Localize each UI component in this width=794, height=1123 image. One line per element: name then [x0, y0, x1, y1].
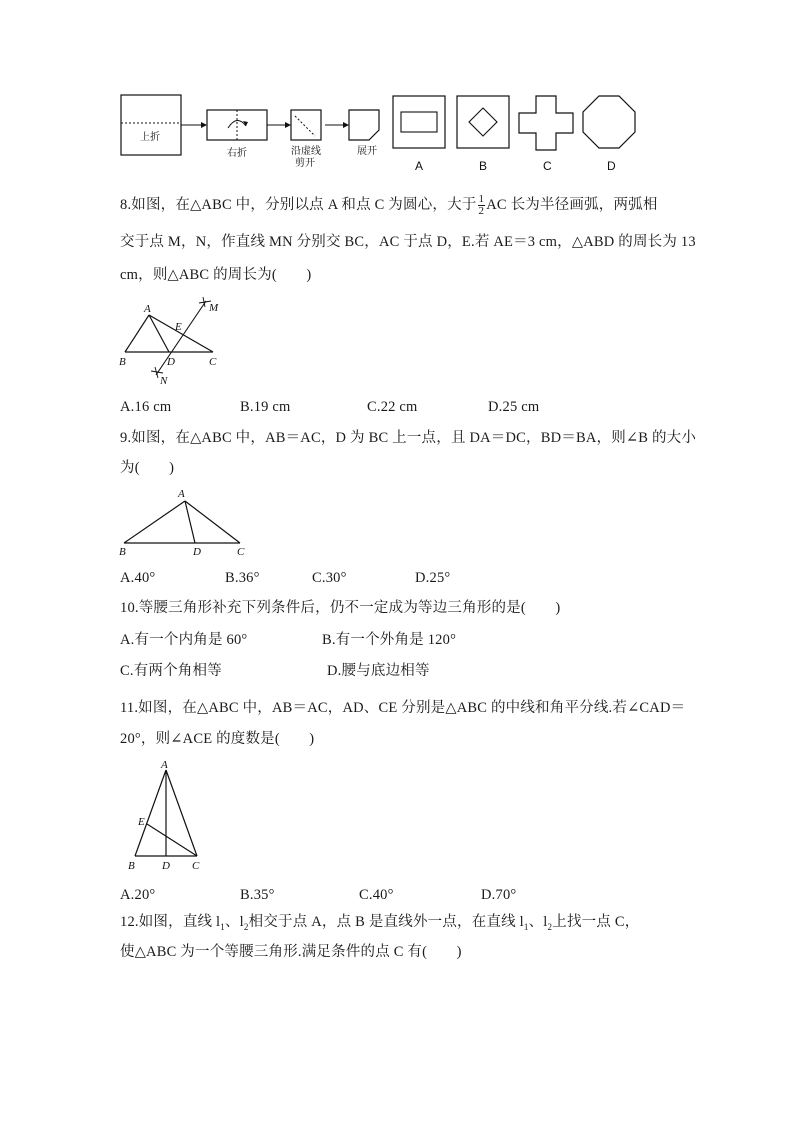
- q9-option-d: D.25°: [415, 570, 451, 586]
- fold-step3-label-2: 剪开: [295, 158, 315, 169]
- q8-label-c: C: [209, 356, 217, 368]
- q12-text-e: 上找一点 C，: [552, 914, 640, 930]
- q8-option-a: A.16 cm: [120, 399, 172, 415]
- q12-text-b: 、l: [224, 914, 244, 930]
- q11-label-a: A: [161, 759, 168, 771]
- q11-label-e: E: [138, 816, 145, 828]
- q11-option-c: C.40°: [359, 887, 394, 903]
- fold-step1-label: 上折: [140, 132, 160, 143]
- q12-sub-1: 1: [220, 921, 225, 932]
- q8-frac-den: 2: [478, 205, 485, 217]
- q10-option-c: C.有两个角相等: [120, 663, 222, 679]
- q10-option-a: A.有一个内角是 60°: [120, 632, 248, 648]
- q12-sub-2: 2: [243, 921, 249, 932]
- q8-option-c: C.22 cm: [367, 399, 418, 415]
- q9-label-a: A: [178, 488, 185, 500]
- q11-label-c: C: [192, 860, 200, 872]
- fold-step4-label: 展开: [357, 146, 377, 157]
- q11-option-b: B.35°: [240, 887, 275, 903]
- q9-option-b: B.36°: [225, 570, 260, 586]
- q9-option-a: A.40°: [120, 570, 156, 586]
- q8-line1: [120, 194, 658, 217]
- q8-option-b: B.19 cm: [240, 399, 291, 415]
- q9-option-c: C.30°: [312, 570, 347, 586]
- q9-label-b: B: [119, 546, 126, 558]
- q8-line2: 交于点 M，N，作直线 MN 分别交 BC，AC 于点 D，E.若 AE＝3 cm，△ABD 的周长为 13: [120, 234, 696, 250]
- q11-label-d: D: [162, 860, 170, 872]
- q10-line1: 10.等腰三角形补充下列条件后，仍不一定成为等边三角形的是( ): [120, 600, 561, 616]
- q8-label-b: B: [119, 356, 126, 368]
- q11-label-b: B: [128, 860, 135, 872]
- fold-figure: [115, 90, 645, 180]
- q8-label-e: E: [175, 321, 182, 333]
- q8-fraction: [478, 194, 486, 217]
- q8-frac-num: 1: [478, 193, 485, 205]
- q10-option-d: D.腰与底边相等: [327, 663, 430, 679]
- fold-option-b: B: [479, 159, 488, 173]
- q8-label-n: N: [160, 375, 168, 387]
- q12-text-d: 、l: [528, 914, 548, 930]
- q9-label-c: C: [237, 546, 245, 558]
- q10-option-b: B.有一个外角是 120°: [322, 632, 457, 648]
- q8-line3: cm，则△ABC 的周长为( ): [120, 267, 312, 283]
- q8-label-d: D: [167, 356, 175, 368]
- q11-line1: 11.如图，在△ABC 中，AB＝AC，AD、CE 分别是△ABC 的中线和角平分线.若∠CAD＝: [120, 700, 686, 716]
- q9-figure: [115, 485, 255, 560]
- q8-option-d: D.25 cm: [488, 399, 540, 415]
- fold-step2-label: 右折: [227, 148, 247, 159]
- q9-label-d: D: [193, 546, 201, 558]
- q8-figure: [115, 295, 235, 387]
- fold-option-a: A: [415, 159, 424, 173]
- q12-line1: [120, 912, 639, 937]
- q12-sub-4: 2: [547, 921, 553, 932]
- q12-line2: 使△ABC 为一个等腰三角形.满足条件的点 C 有( ): [120, 944, 462, 960]
- fold-option-c: C: [543, 159, 552, 173]
- fold-option-d: D: [607, 159, 616, 173]
- q11-figure: [120, 758, 210, 873]
- q8-line1-b: AC 长为半径画弧，两弧相: [486, 196, 658, 213]
- q8-line1-a: 8.如图，在△ABC 中，分别以点 A 和点 C 为圆心，大于: [120, 196, 477, 213]
- q12-text-c: 相交于点 A，点 B 是直线外一点，在直线 l: [248, 914, 524, 930]
- fold-step3-label-1: 沿虚线: [291, 146, 321, 157]
- q8-label-a: A: [144, 303, 151, 315]
- q11-option-d: D.70°: [481, 887, 517, 903]
- q12-sub-3: 1: [523, 921, 529, 932]
- q12-text-a: 12.如图，直线 l: [120, 914, 221, 930]
- q11-option-a: A.20°: [120, 887, 156, 903]
- q9-line2: 为( ): [120, 460, 175, 476]
- q11-line2: 20°，则∠ACE 的度数是( ): [120, 731, 315, 747]
- q9-line1: 9.如图，在△ABC 中，AB＝AC，D 为 BC 上一点，且 DA＝DC，BD＝BA，则∠B 的大小: [120, 430, 697, 446]
- q8-label-m: M: [209, 302, 219, 314]
